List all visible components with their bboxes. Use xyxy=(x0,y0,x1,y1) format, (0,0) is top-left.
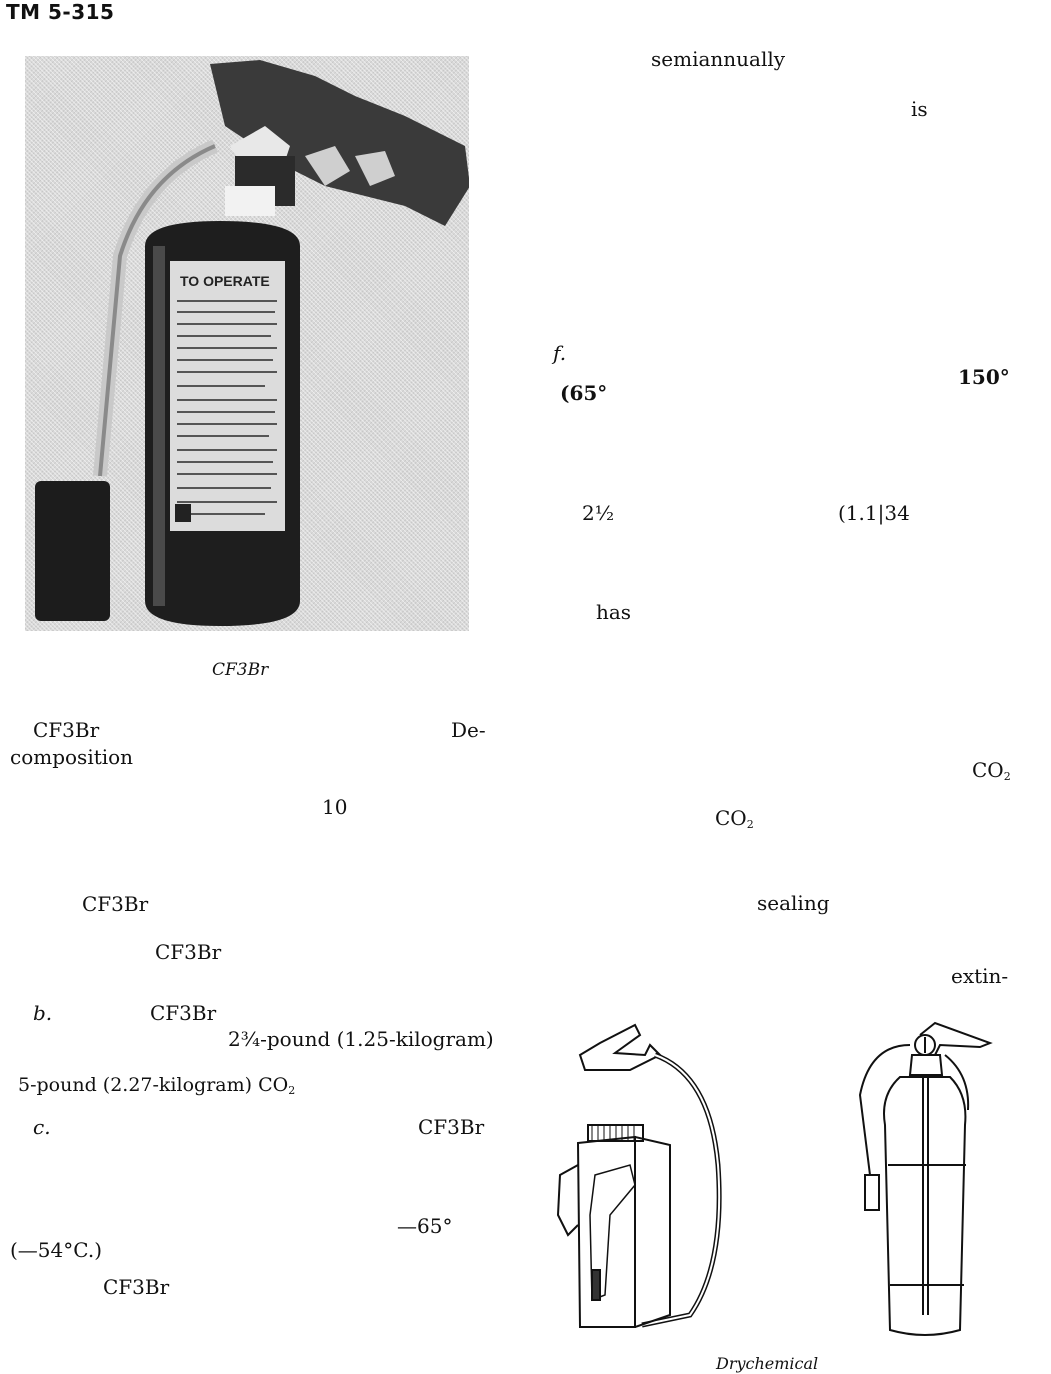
document-id: TM 5-315 xyxy=(6,0,115,24)
text-de-hyphen: De- xyxy=(451,718,486,742)
text-ten: 10 xyxy=(322,795,348,819)
drawing-caption: Drychemical xyxy=(716,1354,819,1373)
text-co2: $CO_2$ xyxy=(972,758,1011,783)
photo-caption: CF3Br xyxy=(212,660,269,680)
text-weight-5-pound: 5-pound (2.27-kilogram) $CO_2$ xyxy=(18,1074,296,1097)
text-minus-54: (—54°C.) xyxy=(10,1238,103,1262)
cartridge-extinguisher-illustration xyxy=(558,1025,719,1327)
text-weight-2-3-4-pound: 2¾-pound (1.25-kilogram) xyxy=(228,1027,494,1051)
paragraph-label-f: f. xyxy=(553,341,567,365)
text-cf3br: CF3Br xyxy=(82,892,149,916)
text-150-degrees: 150° xyxy=(958,365,1010,389)
text-extin: extin- xyxy=(951,964,1009,988)
text-65-degrees: (65° xyxy=(560,381,608,405)
text-is: is xyxy=(911,97,928,121)
text-cf3br: CF3Br xyxy=(33,718,100,742)
text-composition: composition xyxy=(10,745,134,769)
text-co2: $CO_2$ xyxy=(715,806,754,831)
paragraph-label-b: b. xyxy=(33,1001,53,1025)
photo-label-text: TO OPERATE xyxy=(180,273,270,289)
dry-chemical-extinguishers-drawing xyxy=(540,1015,1020,1345)
text-two-and-half: 2½ xyxy=(582,501,615,525)
text-cf3br: CF3Br xyxy=(150,1001,217,1025)
text-cf3br: CF3Br xyxy=(418,1115,485,1139)
extinguisher-photo-drawing xyxy=(25,56,469,631)
text-kilogram-value: (1.1|34 xyxy=(838,501,910,525)
stored-pressure-extinguisher-illustration xyxy=(860,1023,990,1335)
extinguisher-photo xyxy=(25,56,469,631)
text-has: has xyxy=(596,600,632,624)
text-cf3br: CF3Br xyxy=(155,940,222,964)
text-sealing: sealing xyxy=(757,891,830,915)
text-cf3br: CF3Br xyxy=(103,1275,170,1299)
paragraph-label-c: c. xyxy=(33,1115,51,1139)
text-minus-65: —65° xyxy=(397,1214,453,1238)
text-semiannually: semiannually xyxy=(651,47,786,71)
